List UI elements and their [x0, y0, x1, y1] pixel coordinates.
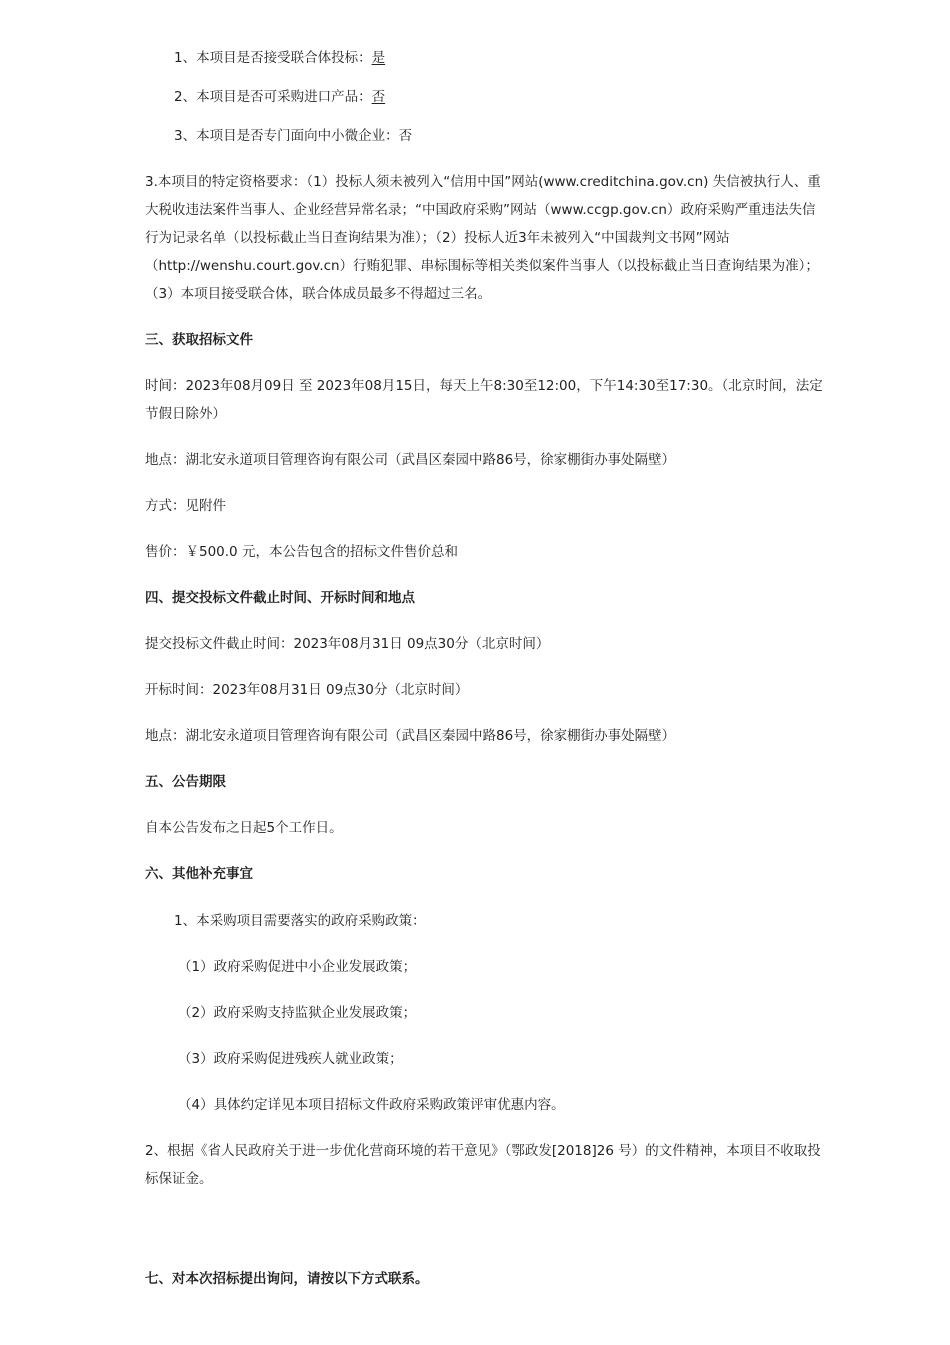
policy-item: （2）政府采购支持监狱企业发展政策；	[178, 1005, 417, 1021]
section-6-heading: 六、其他补充事宜	[145, 866, 253, 882]
sme-question	[145, 122, 825, 150]
obtain-method: 方式：见附件	[145, 498, 226, 514]
policy-intro: 1、本采购项目需要落实的政府采购政策：	[174, 913, 426, 929]
notice-document	[145, 44, 825, 1293]
opening-time: 开标时间：2023年08月31日 09点30分（北京时间）	[145, 682, 469, 698]
special-requirements-paragraph: 3.本项目的特定资格要求：（1）投标人须未被列入“信用中国”网站(www.creditchina.gov.cn) 失信被执行人、重大税收违法案件当事人、企业经营异常名录；“中国政府采购”网站（www.ccgp.gov.cn）政府采购严重违法失信行为记录名单（以投标截止当日查询结果为准）；（2）投标人近3年未被列入“中国裁判文书网”网站（http://wenshu.court.gov.cn）行贿犯罪、串标围标等相关类似案件当事人（以投标截止当日查询结果为准）；（3）本项目接受联合体，联合体成员最多不得超过三名。	[145, 174, 821, 302]
policy-item: （1）政府采购促进中小企业发展政策；	[178, 959, 417, 975]
sme-label: 3、本项目是否专门面向中小微企业：	[174, 128, 399, 144]
obtain-place: 地点：湖北安永道项目管理咨询有限公司（武昌区秦园中路86号，徐家棚街办事处隔壁）	[145, 452, 676, 468]
sme-answer: 否	[398, 128, 413, 144]
deposit-waiver: 2、根据《省人民政府关于进一步优化营商环境的若干意见》（鄂政发[2018]26 号）的文件精神，本项目不收取投标保证金。	[145, 1143, 821, 1187]
section-7-heading: 七、对本次招标提出询问，请按以下方式联系。	[145, 1271, 429, 1287]
section-5-heading: 五、公告期限	[145, 774, 226, 790]
notice-period: 自本公告发布之日起5个工作日。	[145, 820, 343, 836]
section-3-heading: 三、获取招标文件	[145, 332, 253, 348]
import-question	[145, 83, 825, 111]
joint-bid-question	[145, 44, 825, 72]
submission-deadline: 提交投标文件截止时间：2023年08月31日 09点30分（北京时间）	[145, 636, 550, 652]
policy-item: （4）具体约定详见本项目招标文件政府采购政策评审优惠内容。	[178, 1097, 565, 1113]
joint-bid-label: 1、本项目是否接受联合体投标：	[174, 50, 372, 66]
import-answer: 否	[371, 89, 386, 105]
opening-place: 地点：湖北安永道项目管理咨询有限公司（武昌区秦园中路86号，徐家棚街办事处隔壁）	[145, 728, 676, 744]
section-4-heading: 四、提交投标文件截止时间、开标时间和地点	[145, 590, 415, 606]
document-price: 售价：￥500.0 元，本公告包含的招标文件售价总和	[145, 544, 458, 560]
policy-item: （3）政府采购促进残疾人就业政策；	[178, 1051, 403, 1067]
joint-bid-answer: 是	[371, 50, 386, 66]
import-label: 2、本项目是否可采购进口产品：	[174, 89, 372, 105]
obtain-time: 时间：2023年08月09日 至 2023年08月15日，每天上午8:30至12:00，下午14:30至17:30。（北京时间，法定节假日除外）	[145, 378, 823, 422]
